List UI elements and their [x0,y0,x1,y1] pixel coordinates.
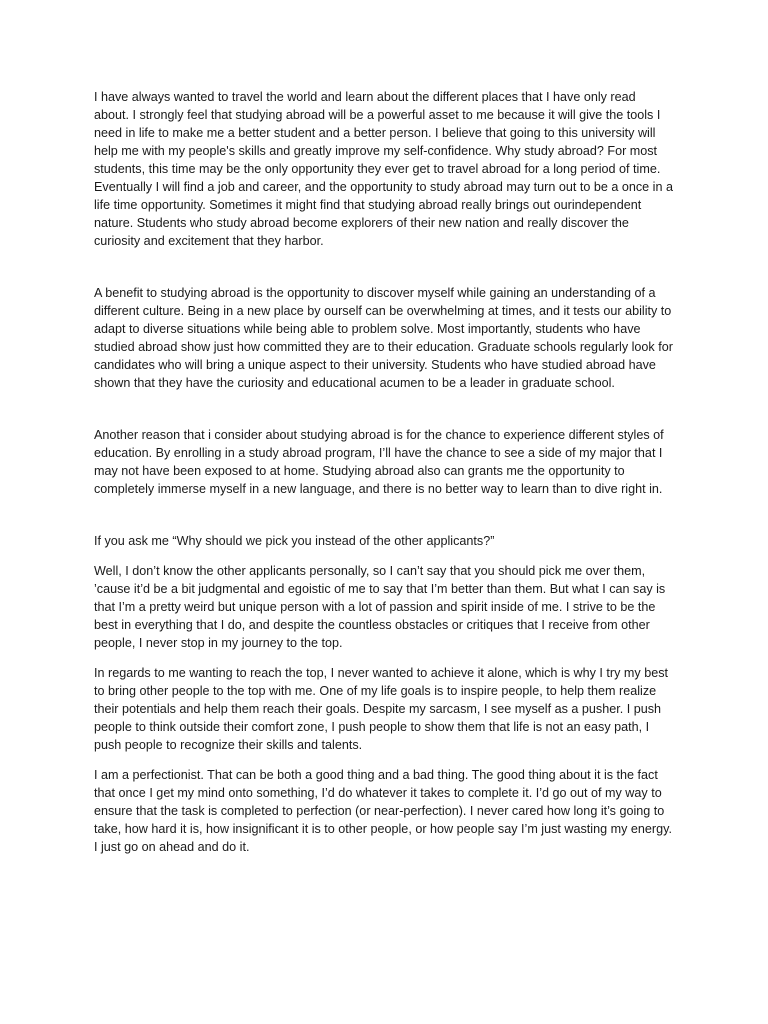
paragraph-travel-intro: I have always wanted to travel the world and learn about the different places that I have only read about. I strongly feel that studying abroad will be a powerful asset to me because it will give the tools I need in life to make me a better student and a better person. I believe that going to this university will help me with my people's skills and greatly improve my self-confidence. Why study abroad? For most students, this time may be the only opportunity they ever get to travel abroad for a long period of time. Eventually I will find a job and career, and the opportunity to study abroad may turn out to be a once in a life time opportunity. Sometimes it might find that studying abroad really brings out ourindependent nature. Students who study abroad become explorers of their new nation and really discover the curiosity and excitement that they harbor. [94,90,673,248]
paragraph-applicants: Well, I don’t know the other applicants personally, so I can’t say that you should pick me over them, ’cause it’d be a bit judgmental and egoistic of me to say that I’m better than them. But what I can say is that I’m a pretty weird but unique person with a lot of passion and spirit inside of me. I strive to be the best in everything that I do, and despite the countless obstacles or critiques that I receive from other people, I never stop in my journey to the top. [94,564,666,650]
document-page [94,88,674,868]
paragraph-education-styles: Another reason that i consider about studying abroad is for the chance to experience different styles of education. By enrolling in a study abroad program, I’ll have the chance to see a side of my major that I may not have been exposed to at home. Studying abroad also can grants me the opportunity to completely immerse myself in a new language, and there is no better way to learn than to dive right in. [94,428,664,496]
paragraph-perfectionist: I am a perfectionist. That can be both a good thing and a bad thing. The good thing about it is the fact that once I get my mind onto something, I’d do whatever it takes to complete it. I’d go out of my way to ensure that the task is completed to perfection (or near-perfection). I never cared how long it’s going to take, how hard it is, how insignificant it is to other people, or how people say I’m just wasting my energy. I just go on ahead and do it. [94,768,672,854]
paragraph-reach-top: In regards to me wanting to reach the top, I never wanted to achieve it alone, which is why I try my best to bring other people to the top with me. One of my life goals is to inspire people, to help them realize their potentials and help them reach their goals. Despite my sarcasm, I see myself as a pusher. I push people to think outside their comfort zone, I push people to show them that life is not an easy path, I push people to recognize their skills and talents. [94,666,669,752]
paragraph-benefit: A benefit to studying abroad is the opportunity to discover myself while gaining an understanding of a different culture. Being in a new place by ourself can be overwhelming at times, and it tests our ability to adapt to diverse situations while being able to problem solve. Most importantly, students who have studied abroad show just how committed they are to their education. Graduate schools regularly look for candidates who will bring a unique aspect to their university. Students who have studied abroad have shown that they have the curiosity and educational acumen to be a leader in graduate school. [94,286,673,390]
paragraph-question: If you ask me “Why should we pick you instead of the other applicants?” [94,534,495,548]
